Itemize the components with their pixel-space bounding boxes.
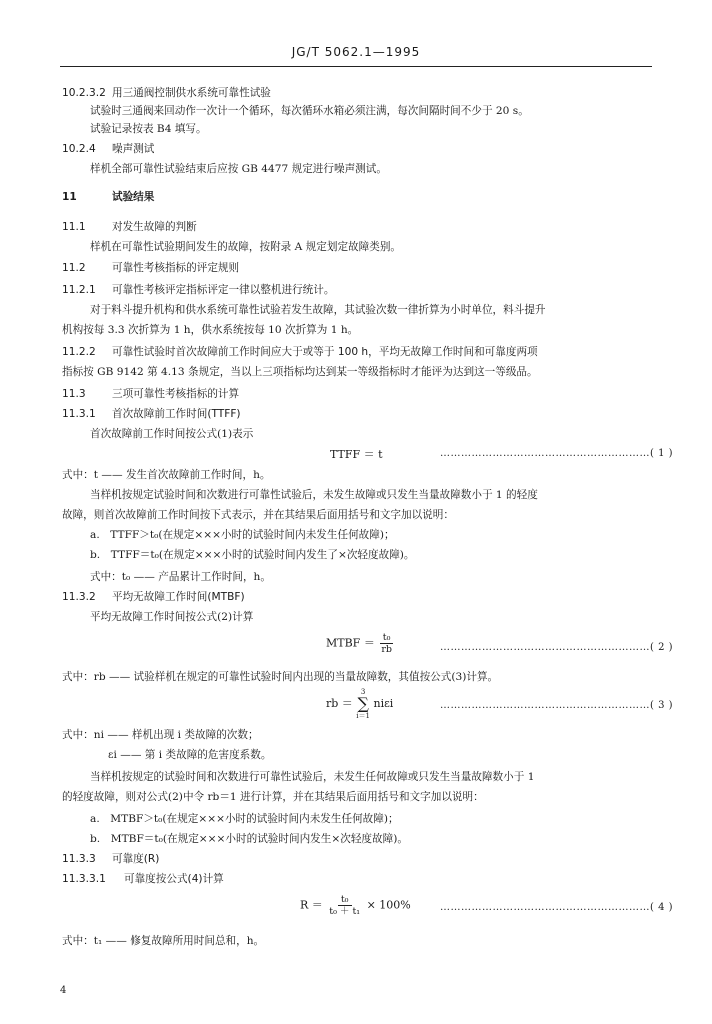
list-item-a: a. TTFF＞t₀(在规定×××小时的试验时间内未发生任何故障)； — [90, 529, 395, 541]
paragraph: 的轻度故障，则对公式(2)中令 rb＝1 进行计算，并在其结果后面用括号和文字加以说明： — [62, 791, 484, 803]
clause-11-1: 11.1 对发生故障的判断 — [62, 221, 197, 233]
paragraph: 样机在可靠性试验期间发生的故障，按附录 A 规定划定故障类别。 — [90, 241, 402, 253]
paragraph: 平均无故障工作时间按公式(2)计算 — [90, 611, 254, 623]
equation-2: MTBF ＝ $\frac{\text{t₀}}{rb}$ — [326, 632, 392, 655]
paragraph: 当样机按规定的试验时间和次数进行可靠性试验后，未发生任何故障或只发生当量故障数小于 1 — [90, 771, 535, 783]
clause-11-2: 11.2 可靠性考核指标的评定规则 — [62, 262, 240, 274]
paragraph: 故障，则首次故障前工作时间按下式表示，并在其结果后面用括号和文字加以说明： — [62, 509, 454, 521]
clause-11-3-2: 11.3.2 平均无故障工作时间(MTBF) — [62, 591, 245, 603]
where-clause: 式中：ni —— 样机出现 i 类故障的次数； — [62, 729, 259, 741]
paragraph: 指标按 GB 9142 第 4.13 条规定，当以上三项指标均达到某一等级指标时才能评为达到这一等级品。 — [62, 366, 538, 378]
where-clause: 式中：rb —— 试验样机在规定的可靠性试验时间内出现的当量故障数，其值按公式(3)计算。 — [62, 671, 499, 683]
header-rule — [60, 66, 652, 67]
clause-11-2-1: 11.2.1 可靠性考核评定指标评定一律以整机进行统计。 — [62, 284, 335, 296]
where-clause: εi —— 第 i 类故障的危害度系数。 — [108, 749, 272, 761]
section-11-title: 11 试验结果 — [62, 191, 155, 203]
leader-dots: ……………………………………………………( 2 ) — [440, 642, 674, 653]
page-number: 4 — [60, 985, 67, 996]
paragraph: 试验时三通阀来回动作一次计一个循环，每次循环水箱必须注满，每次间隔时间不少于 20 s。 — [90, 105, 529, 117]
where-clause: 式中：t₁ —— 修复故障所用时间总和，h。 — [62, 935, 265, 947]
clause-11-2-2: 11.2.2 可靠性试验时首次故障前工作时间应大于或等于 100 h，平均无故障工作时间和可靠度两项 — [62, 346, 538, 358]
list-item-b: b. TTFF＝t₀(在规定×××小时的试验时间内发生了×次轻度故障)。 — [90, 549, 415, 561]
clause-11-3-1: 11.3.1 首次故障前工作时间(TTFF) — [62, 408, 241, 420]
paragraph: 试验记录按表 B4 填写。 — [90, 123, 207, 135]
list-item-b: b. MTBF＝t₀(在规定×××小时的试验时间内发生×次轻度故障)。 — [90, 833, 408, 845]
leader-dots: ……………………………………………………( 4 ) — [440, 902, 674, 913]
clause-11-3: 11.3 三项可靠性考核指标的计算 — [62, 388, 240, 400]
paragraph: 机构按每 3.3 次折算为 1 h，供水系统按每 10 次折算为 1 h。 — [62, 324, 359, 336]
leader-dots: ……………………………………………………( 1 ) — [440, 448, 674, 459]
equation-3: rb ＝ 3 ∑ i＝1 niεi — [326, 688, 394, 720]
where-clause: 式中：t₀ —— 产品累计工作时间，h。 — [90, 571, 271, 583]
list-item-a: a. MTBF＞t₀(在规定×××小时的试验时间内未发生任何故障)； — [90, 813, 399, 825]
paragraph: 首次故障前工作时间按公式(1)表示 — [90, 428, 254, 440]
equation-4: R ＝ $\frac{\text{t₀}}{\text{t₀ ＋ t₁}}$ × 100% — [300, 894, 411, 917]
paragraph: 对于料斗提升机构和供水系统可靠性试验若发生故障，其试验次数一律折算为小时单位，料斗提升 — [90, 304, 546, 316]
paragraph: 当样机按规定试验时间和次数进行可靠性试验后，未发生故障或只发生当量故障数小于 1 的轻度 — [90, 489, 538, 501]
equation-1: TTFF ＝ t — [330, 448, 383, 461]
clause-10-2-3-2: 10.2.3.2 用三通阀控制供水系统可靠性试验 — [62, 87, 271, 99]
where-clause: 式中：t —— 发生首次故障前工作时间，h。 — [62, 469, 271, 481]
clause-10-2-4: 10.2.4 噪声测试 — [62, 143, 155, 155]
clause-11-3-3: 11.3.3 可靠度(R) — [62, 853, 160, 865]
paragraph: 样机全部可靠性试验结束后应按 GB 4477 规定进行噪声测试。 — [90, 163, 387, 175]
running-header: JG/T 5062.1—1995 — [291, 45, 421, 59]
leader-dots: ……………………………………………………( 3 ) — [440, 700, 674, 711]
clause-11-3-3-1: 11.3.3.1 可靠度按公式(4)计算 — [62, 873, 224, 885]
